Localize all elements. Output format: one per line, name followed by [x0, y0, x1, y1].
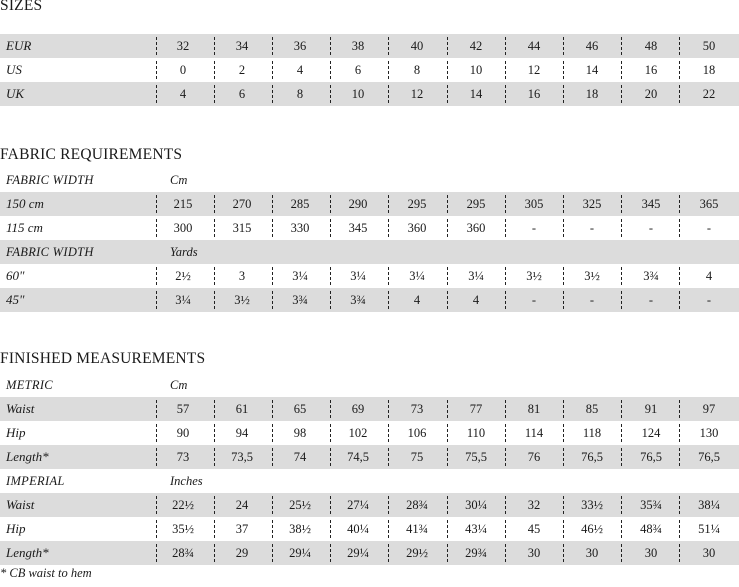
table-row	[0, 82, 739, 106]
table-cell: 4	[296, 63, 304, 77]
table-cell: 300	[173, 221, 193, 235]
table-cell: 27¼	[347, 498, 369, 512]
table-row	[0, 58, 739, 82]
table-cell: 91	[644, 402, 658, 416]
table-cell: 4	[472, 293, 480, 307]
table-cell: 28¾	[172, 546, 194, 560]
table-cell: 38¼	[698, 498, 720, 512]
table-cell: 35½	[172, 522, 194, 536]
finished-measurements-title: FINISHED MEASUREMENTS	[0, 350, 206, 367]
table-cell: 3½	[234, 293, 250, 307]
footnote: * CB waist to hem	[0, 566, 92, 580]
table-cell: 40	[410, 39, 424, 53]
fabric-row-label-150-cm: 150 cm	[6, 196, 44, 211]
table-cell: -	[648, 293, 654, 307]
table-cell: -	[589, 293, 595, 307]
table-cell: 124	[641, 426, 661, 440]
table-cell: 10	[469, 63, 483, 77]
table-cell: 3¼	[175, 293, 191, 307]
table-cell: 14	[585, 63, 599, 77]
table-cell: -	[531, 221, 537, 235]
sizes-row-label-uk: UK	[6, 86, 25, 101]
table-cell: 365	[699, 197, 719, 211]
table-cell: 33½	[581, 498, 603, 512]
table-cell: 74	[293, 450, 307, 464]
table-cell: 18	[585, 87, 599, 101]
table-cell: 32	[527, 498, 541, 512]
table-row	[0, 421, 739, 445]
table-cell: -	[706, 293, 712, 307]
table-cell: 42	[469, 39, 483, 53]
table-cell: 32	[176, 39, 190, 53]
fabric-group-header: FABRIC WIDTH	[6, 245, 94, 259]
table-cell: 215	[173, 197, 193, 211]
table-cell: 20	[644, 87, 658, 101]
table-row	[0, 34, 739, 58]
table-cell: 290	[348, 197, 368, 211]
table-cell: 8	[296, 87, 304, 101]
table-cell: 102	[348, 426, 368, 440]
table-cell: 30	[585, 546, 599, 560]
table-cell: 73,5	[231, 450, 253, 464]
table-cell: 30	[644, 546, 658, 560]
table-cell: 12	[527, 63, 541, 77]
table-cell: 90	[176, 426, 190, 440]
table-cell: 270	[232, 197, 252, 211]
table-cell: 29¼	[347, 546, 369, 560]
finished-row-label-waist: Waist	[6, 401, 35, 416]
table-cell: 315	[232, 221, 252, 235]
table-cell: 38½	[289, 522, 311, 536]
table-cell: 30	[702, 546, 716, 560]
table-cell: 3½	[526, 269, 542, 283]
group-header-row	[0, 373, 739, 397]
table-cell: 46	[585, 39, 599, 53]
table-cell: 97	[702, 402, 716, 416]
table-row	[0, 264, 739, 288]
fabric-row-label-115-cm: 115 cm	[6, 220, 43, 235]
fabric-unit-label: Cm	[170, 173, 188, 187]
table-cell: 30	[527, 546, 541, 560]
fabric-unit-label: Yards	[170, 245, 198, 259]
table-cell: 98	[293, 426, 307, 440]
finished-row-label-hip: Hip	[6, 425, 26, 440]
table-cell: -	[648, 221, 654, 235]
table-cell: 77	[469, 402, 483, 416]
table-cell: 41¾	[406, 522, 428, 536]
table-cell: 3½	[584, 269, 600, 283]
table-cell: 35¾	[640, 498, 662, 512]
table-cell: -	[589, 221, 595, 235]
table-cell: 345	[348, 221, 368, 235]
table-cell: 10	[351, 87, 365, 101]
table-cell: -	[706, 221, 712, 235]
table-cell: 22½	[172, 498, 194, 512]
table-cell: 3¼	[409, 269, 425, 283]
table-cell: 69	[351, 402, 365, 416]
table-cell: 74,5	[347, 450, 369, 464]
table-cell: 73	[410, 402, 424, 416]
table-cell: 305	[524, 197, 544, 211]
sizes-row-label-eur: EUR	[6, 38, 32, 53]
table-row	[0, 541, 739, 565]
table-cell: 3	[238, 269, 246, 283]
table-cell: 81	[527, 402, 541, 416]
table-cell: 16	[644, 63, 658, 77]
table-cell: 37	[235, 522, 249, 536]
table-cell: 29½	[406, 546, 428, 560]
fabric-row-label-45: 45"	[6, 292, 25, 307]
table-cell: 14	[469, 87, 483, 101]
table-cell: 30¼	[465, 498, 487, 512]
table-cell: 61	[235, 402, 249, 416]
table-cell: 114	[524, 426, 544, 440]
table-cell: -	[531, 293, 537, 307]
sizes-title: SIZES	[0, 0, 43, 14]
table-cell: 325	[582, 197, 602, 211]
table-cell: 285	[290, 197, 310, 211]
table-cell: 76,5	[640, 450, 662, 464]
table-row	[0, 445, 739, 469]
table-row	[0, 517, 739, 541]
table-row	[0, 397, 739, 421]
table-cell: 360	[407, 221, 427, 235]
table-cell: 12	[410, 87, 424, 101]
fabric-requirements-title: FABRIC REQUIREMENTS	[0, 146, 183, 163]
finished-row-label-hip: Hip	[6, 521, 26, 536]
finished-unit-label: Cm	[170, 378, 188, 392]
fabric-group-header: FABRIC WIDTH	[6, 173, 94, 187]
table-cell: 3¼	[292, 269, 308, 283]
table-row	[0, 493, 739, 517]
table-row	[0, 192, 739, 216]
table-cell: 44	[527, 39, 541, 53]
finished-group-header: IMPERIAL	[6, 474, 65, 488]
table-cell: 76	[527, 450, 541, 464]
table-cell: 94	[235, 426, 249, 440]
table-cell: 3¾	[643, 269, 659, 283]
table-cell: 75,5	[465, 450, 487, 464]
table-cell: 22	[702, 87, 716, 101]
group-header-row	[0, 168, 739, 192]
table-cell: 40¼	[347, 522, 369, 536]
finished-group-header: METRIC	[6, 378, 53, 392]
table-cell: 360	[466, 221, 486, 235]
finished-row-label-length: Length*	[6, 545, 49, 560]
table-cell: 76,5	[581, 450, 603, 464]
table-cell: 295	[407, 197, 427, 211]
table-cell: 110	[466, 426, 486, 440]
table-cell: 25½	[289, 498, 311, 512]
table-cell: 29¼	[289, 546, 311, 560]
table-row	[0, 216, 739, 240]
table-cell: 48	[644, 39, 658, 53]
table-cell: 65	[293, 402, 307, 416]
sizes-row-label-us: US	[6, 62, 22, 77]
table-cell: 75	[410, 450, 424, 464]
table-cell: 295	[466, 197, 486, 211]
table-cell: 85	[585, 402, 599, 416]
table-cell: 2	[238, 63, 246, 77]
table-cell: 3¼	[350, 269, 366, 283]
table-cell: 3¾	[292, 293, 308, 307]
table-cell: 4	[705, 269, 713, 283]
table-cell: 4	[413, 293, 421, 307]
table-cell: 28¾	[406, 498, 428, 512]
table-row	[0, 288, 739, 312]
group-header-row	[0, 240, 739, 264]
table-cell: 106	[407, 426, 427, 440]
table-cell: 6	[354, 63, 362, 77]
table-cell: 345	[641, 197, 661, 211]
table-cell: 0	[179, 63, 187, 77]
finished-unit-label: Inches	[170, 474, 203, 488]
table-cell: 45	[527, 522, 541, 536]
table-cell: 29¾	[465, 546, 487, 560]
table-cell: 48¾	[640, 522, 662, 536]
table-cell: 29	[235, 546, 249, 560]
table-cell: 8	[413, 63, 421, 77]
finished-row-label-waist: Waist	[6, 497, 35, 512]
table-cell: 6	[238, 87, 246, 101]
table-cell: 330	[290, 221, 310, 235]
table-cell: 46½	[581, 522, 603, 536]
table-cell: 38	[351, 39, 365, 53]
table-cell: 57	[176, 402, 190, 416]
table-cell: 118	[582, 426, 602, 440]
fabric-row-label-60: 60"	[6, 268, 25, 283]
group-header-row	[0, 469, 739, 493]
finished-row-label-length: Length*	[6, 449, 49, 464]
table-cell: 130	[699, 426, 719, 440]
table-cell: 36	[293, 39, 307, 53]
table-cell: 2½	[175, 269, 191, 283]
table-cell: 18	[702, 63, 716, 77]
table-cell: 4	[179, 87, 187, 101]
table-cell: 3¼	[468, 269, 484, 283]
table-cell: 76,5	[698, 450, 720, 464]
table-cell: 16	[527, 87, 541, 101]
table-cell: 43¼	[465, 522, 487, 536]
table-cell: 34	[235, 39, 249, 53]
table-cell: 73	[176, 450, 190, 464]
table-cell: 51¼	[698, 522, 720, 536]
table-cell: 3¾	[350, 293, 366, 307]
table-cell: 50	[702, 39, 716, 53]
table-cell: 24	[235, 498, 249, 512]
